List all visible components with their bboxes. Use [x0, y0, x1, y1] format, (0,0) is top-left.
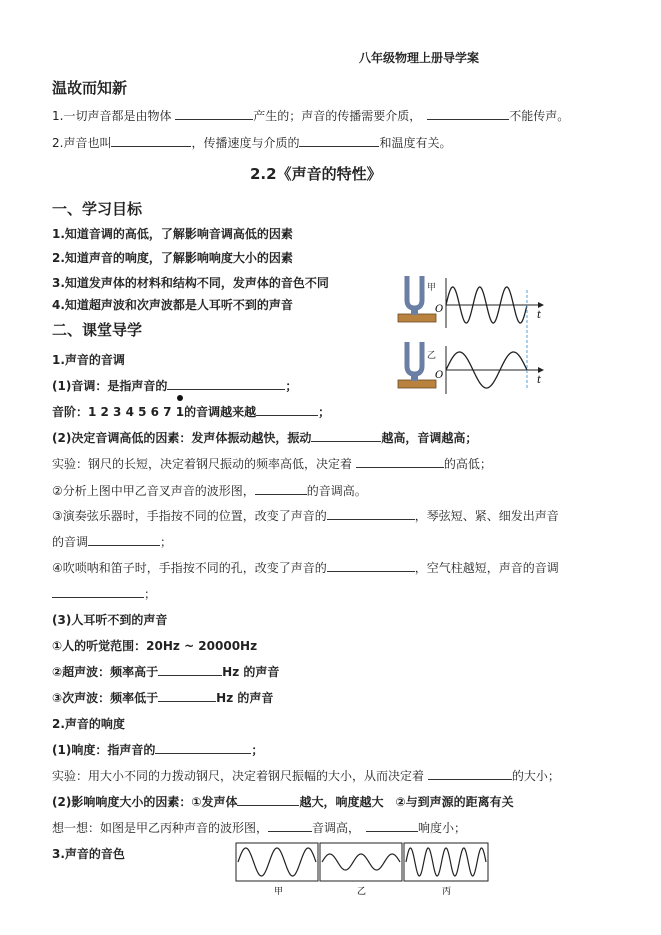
blank[interactable]: [155, 742, 251, 754]
infrasound: ③次声波：频率低于 Hz 的声音: [52, 691, 274, 705]
waveform-bing: [406, 848, 486, 876]
ultrasound: ②超声波：频率高于 Hz 的声音: [52, 665, 280, 679]
waveform-label-bing: 丙: [442, 887, 452, 897]
goal-item: 4.知道超声波和次声波都是人耳听不到的声音: [52, 298, 293, 312]
pitch-title: 1.声音的音调: [52, 353, 125, 367]
blank[interactable]: [111, 135, 191, 147]
blank[interactable]: [327, 560, 415, 572]
guide-heading: 二、课堂导学: [52, 321, 143, 339]
axis-t-label: t: [537, 375, 542, 386]
pitch-definition: (1)音调：是指声音的 ；: [52, 379, 298, 393]
arrow-icon: [538, 302, 544, 308]
page-header-title: 八年级物理上册导学案: [359, 51, 480, 65]
review-question-1: 1.一切声音都是由物体 产生的；声音的传播需要介质， 不能传声。: [52, 109, 570, 123]
pitch-analyze: ②分析上图中甲乙音叉声音的波形图， 的音调高。: [52, 484, 367, 498]
waveform-box-bing: [404, 843, 488, 881]
blank[interactable]: [158, 664, 222, 676]
blank[interactable]: [366, 820, 418, 832]
blank[interactable]: [299, 135, 379, 147]
lesson-title: 2.2《声音的特性》: [250, 165, 382, 183]
think-question: 想一想：如图是甲乙丙种声音的波形图， 音调高， 响度小；: [52, 821, 467, 835]
waveform-comparison-figure: [234, 842, 494, 898]
blank[interactable]: [327, 508, 415, 520]
blank[interactable]: [237, 794, 299, 806]
string-instrument-cont: 的音调 ；: [52, 535, 173, 549]
pitch-factor: (2)决定音调高低的因素：发声体振动越快，振动 越高，音调越高；: [52, 431, 478, 445]
loudness-experiment: 实验：用大小不同的力拨动钢尺，决定着钢尺振幅的大小，从而决定着 的大小；: [52, 769, 560, 783]
goal-item: 2.知道声音的响度，了解影响响度大小的因素: [52, 251, 293, 265]
tuning-fork-figure: [390, 270, 550, 400]
goal-item: 1.知道音调的高低，了解影响音调高低的因素: [52, 227, 293, 241]
tuning-fork-yi: [398, 342, 436, 388]
wind-instrument-cont: ；: [52, 586, 156, 602]
goals-heading: 一、学习目标: [52, 200, 143, 218]
blank[interactable]: [256, 404, 318, 416]
hearing-range: ①人的听觉范围：20Hz ~ 20000Hz: [52, 639, 258, 653]
blank[interactable]: [268, 820, 312, 832]
axis-t-label: t: [537, 310, 542, 321]
blank[interactable]: [175, 108, 253, 120]
blank[interactable]: [428, 768, 512, 780]
blank[interactable]: [167, 378, 285, 390]
blank[interactable]: [158, 690, 216, 702]
review-heading: 温故而知新: [52, 79, 128, 97]
blank[interactable]: [88, 534, 160, 546]
wind-instrument: ④吹唢呐和笛子时，手指按不同的孔，改变了声音的 ，空气柱越短，声音的音调: [52, 561, 559, 575]
waveform-jia: [238, 848, 316, 876]
review-question-2: 2.声音也叫 ，传播速度与介质的 和温度有关。: [52, 136, 452, 150]
timbre-title: 3.声音的音色: [52, 847, 125, 861]
label-yi: 乙: [427, 351, 437, 361]
blank[interactable]: [311, 430, 381, 442]
waveform-label-yi: 乙: [357, 887, 367, 897]
blank[interactable]: [427, 108, 509, 120]
axis-origin-label: O: [435, 304, 444, 315]
waveform-yi: [322, 854, 400, 870]
inaudible-title: (3)人耳听不到的声音: [52, 613, 168, 627]
blank[interactable]: [255, 483, 307, 495]
string-instrument: ③演奏弦乐器时，手指按不同的位置，改变了声音的 ，琴弦短、紧、细发出声音: [52, 509, 559, 523]
scale-line: 音阶：1 2 3 4 5 6 7 1的音调越来越 ；: [52, 404, 330, 420]
waveform-box-jia: [236, 843, 318, 881]
blank[interactable]: [356, 456, 444, 468]
loudness-definition: (1)响度：指声音的 ；: [52, 743, 264, 757]
label-jia: 甲: [427, 283, 437, 293]
axis-origin-label: O: [435, 370, 444, 381]
waveform-label-jia: 甲: [274, 887, 284, 897]
blank[interactable]: [52, 586, 144, 598]
dot-mark: [177, 395, 183, 401]
loudness-title: 2.声音的响度: [52, 717, 125, 731]
waveform-box-yi: [320, 843, 402, 881]
pitch-experiment: 实验：钢尺的长短，决定着钢尺振动的频率高低，决定着 的高低；: [52, 457, 492, 471]
goal-item: 3.知道发声体的材料和结构不同，发声体的音色不同: [52, 276, 329, 290]
arrow-icon: [538, 367, 544, 373]
high-do-note: 1: [176, 404, 184, 420]
loudness-factor: (2)影响响度大小的因素：①发声体 越大，响度越大 ②与到声源的距离有关: [52, 795, 514, 809]
